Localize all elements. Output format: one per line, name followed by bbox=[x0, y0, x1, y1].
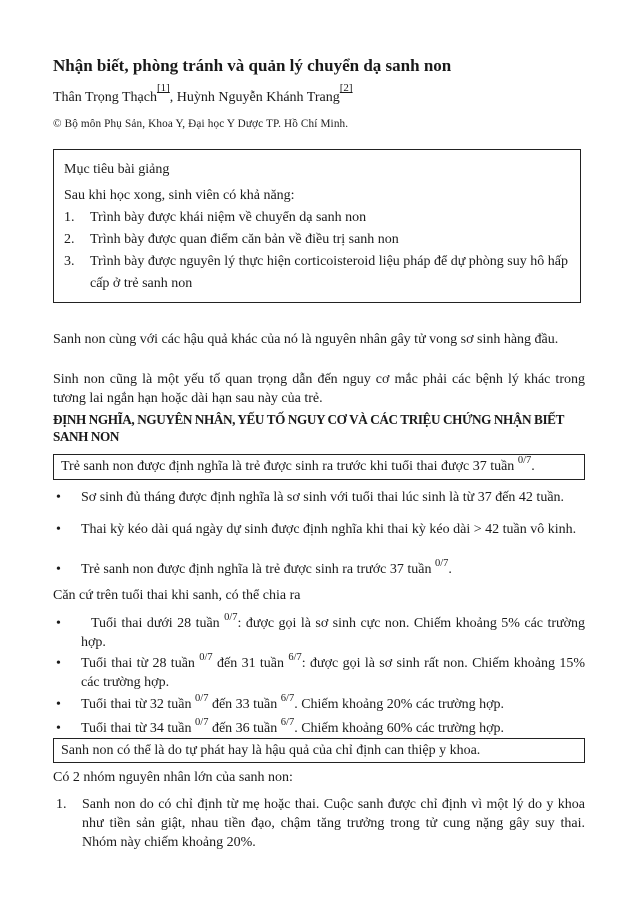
cause-group-number: 1. bbox=[56, 797, 67, 812]
bullet-sup: 6/7 bbox=[280, 717, 295, 728]
reference-link-2[interactable]: [2] bbox=[339, 82, 353, 94]
objective-item bbox=[64, 251, 570, 295]
bullet-dot: • bbox=[56, 616, 61, 631]
bullet-dot: • bbox=[56, 656, 61, 671]
bullet-dot: • bbox=[56, 490, 61, 505]
bullet-text-part: . Chiếm khoảng 60% các trường hợp. bbox=[294, 721, 504, 736]
bullet-sup: 0/7 bbox=[199, 652, 213, 663]
cause-group-item bbox=[53, 795, 585, 852]
bullet-dot: • bbox=[56, 721, 61, 736]
classification-intro: Căn cứ trên tuổi thai khi sanh, có thể chia ra bbox=[53, 588, 301, 603]
bullet-text-part: : được gọi là sơ sinh rất non. Chiếm khoảng 15% các trường hợp. bbox=[81, 656, 585, 690]
author-separator: , bbox=[169, 90, 177, 105]
bullet-text-part: đến 36 tuần bbox=[208, 721, 281, 736]
bullet-text-end: . bbox=[448, 562, 452, 577]
definition-sup: 0/7 bbox=[517, 455, 532, 466]
bullet-item bbox=[53, 695, 585, 714]
bullet-text bbox=[81, 560, 585, 579]
bullet-text: Thai kỳ kéo dài quá ngày dự sinh được định nghĩa khi thai kỳ kéo dài > 42 tuần vô kinh. bbox=[81, 522, 577, 537]
etiology-box: Sanh non có thể là do tự phát hay là hậu quả của chỉ định can thiệp y khoa. bbox=[53, 738, 585, 763]
authors-line bbox=[53, 82, 593, 106]
bullet-dot: • bbox=[56, 562, 61, 577]
intro-paragraph-2: Sinh non cũng là một yếu tố quan trọng dẫn đến nguy cơ mắc phải các bệnh lý khác trong tương lai ngắn hạn hoặc dài hạn sau này của trẻ. bbox=[53, 372, 585, 406]
objective-number: 1. bbox=[64, 210, 75, 225]
objectives-box bbox=[53, 149, 581, 303]
cause-group-text: Sanh non do có chỉ định từ mẹ hoặc thai. Cuộc sanh được chỉ định vì một lý do y khoa như tiền sản giật, nhau tiền đạo, chậm tăng trưởng trong tử cung nặng gây suy thai. Nhóm này chiếm khoảng 20%. bbox=[82, 797, 585, 850]
bullet-text-part: Tuổi thai từ 34 tuần bbox=[81, 721, 196, 736]
bullet-sup: 6/7 bbox=[280, 693, 295, 704]
bullet-sup: 6/7 bbox=[288, 652, 302, 663]
author-1: Thân Trọng Thạch bbox=[53, 90, 157, 105]
bullet-sup: 0/7 bbox=[224, 612, 238, 623]
objectives-heading: Mục tiêu bài giảng bbox=[64, 162, 170, 177]
definition-end: . bbox=[531, 459, 535, 474]
bullet-text-part: Tuổi thai từ 28 tuần bbox=[81, 656, 200, 671]
bullet-item bbox=[53, 614, 585, 652]
bullet-item bbox=[53, 520, 585, 539]
page-title: Nhận biết, phòng tránh và quản lý chuyển dạ sanh non bbox=[53, 56, 452, 75]
bullet-text-part: : được gọi là sơ sinh cực non. Chiếm khoảng 5% các trường hợp. bbox=[81, 616, 585, 650]
bullet-text bbox=[81, 614, 585, 652]
objectives-intro: Sau khi học xong, sinh viên có khả năng: bbox=[64, 188, 295, 203]
bullet-item bbox=[53, 654, 585, 692]
bullet-text-part: Tuổi thai từ 32 tuần bbox=[81, 697, 196, 712]
bullet-sup: 0/7 bbox=[195, 717, 209, 728]
bullet-text: Sơ sinh đủ tháng được định nghĩa là sơ sinh với tuổi thai lúc sinh là từ 37 đến 42 tuần. bbox=[81, 490, 565, 505]
groups-intro: Có 2 nhóm nguyên nhân lớn của sanh non: bbox=[53, 770, 293, 785]
objective-number: 2. bbox=[64, 232, 75, 247]
objective-text: Trình bày được nguyên lý thực hiện corticoisteroid liệu pháp để dự phòng suy hô hấp cấp ở trẻ sanh non bbox=[90, 254, 568, 291]
bullet-sup: 0/7 bbox=[195, 693, 209, 704]
bullet-item bbox=[53, 719, 585, 738]
objective-number: 3. bbox=[64, 254, 75, 269]
bullet-item bbox=[53, 560, 585, 579]
bullet-text bbox=[81, 719, 585, 738]
bullet-text bbox=[81, 695, 585, 714]
bullet-text-part: Trẻ sanh non được định nghĩa là trẻ được sinh ra trước 37 tuần bbox=[81, 562, 435, 577]
reference-link-1[interactable]: [1] bbox=[156, 82, 170, 94]
author-2: Huỳnh Nguyễn Khánh Trang bbox=[176, 90, 340, 105]
objective-text: Trình bày được khái niệm về chuyển dạ sanh non bbox=[90, 210, 367, 225]
bullet-text-part: . Chiếm khoảng 20% các trường hợp. bbox=[294, 697, 504, 712]
objective-item bbox=[64, 229, 570, 251]
objective-item bbox=[64, 207, 570, 229]
section-heading: ĐỊNH NGHĨA, NGUYÊN NHÂN, YẾU TỐ NGUY CƠ VÀ CÁC TRIỆU CHỨNG NHẬN BIẾT SANH NON bbox=[53, 412, 564, 444]
bullet-sup: 0/7 bbox=[434, 558, 449, 569]
bullet-dot: • bbox=[56, 522, 61, 537]
objective-text: Trình bày được quan điểm căn bản về điều trị sanh non bbox=[90, 232, 399, 247]
bullet-item bbox=[53, 488, 585, 507]
affiliation: © Bộ môn Phụ Sản, Khoa Y, Đại học Y Dược TP. Hồ Chí Minh. bbox=[53, 118, 349, 130]
bullet-text-part: đến 31 tuần bbox=[212, 656, 289, 671]
definition-text: Trẻ sanh non được định nghĩa là trẻ được sinh ra trước khi tuổi thai được 37 tuần bbox=[61, 459, 518, 474]
bullet-dot: • bbox=[56, 697, 61, 712]
bullet-text-part: Tuổi thai dưới 28 tuần bbox=[91, 616, 225, 631]
bullet-text-part: đến 33 tuần bbox=[208, 697, 281, 712]
bullet-text bbox=[81, 654, 585, 692]
definition-box bbox=[53, 454, 585, 480]
intro-paragraph-1: Sanh non cùng với các hậu quả khác của nó là nguyên nhân gây tử vong sơ sinh hàng đầu. bbox=[53, 332, 559, 347]
